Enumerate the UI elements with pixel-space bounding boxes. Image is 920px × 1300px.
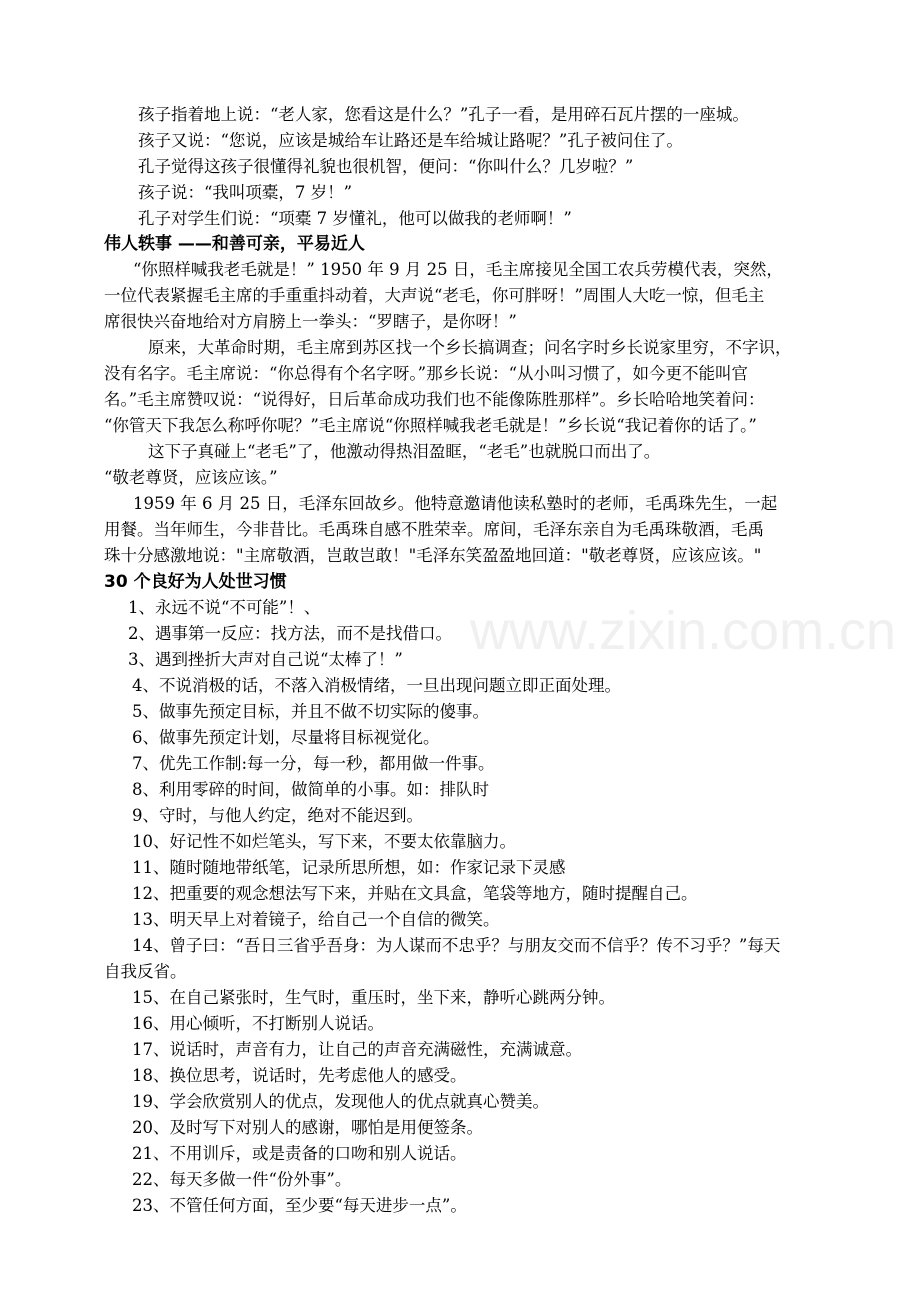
paragraph-line: 孩子又说：“您说，应该是城给车让路还是车给城让路呢？”孔子被问住了。 bbox=[138, 131, 683, 150]
paragraph-line: 孔子对学生们说：“项橐 7 岁懂礼，他可以做我的老师啊！” bbox=[138, 209, 572, 228]
paragraph-line: “敬老尊贤，应该应该。” bbox=[104, 468, 278, 487]
list-item: 21、不用训斥，或是责备的口吻和别人说话。 bbox=[132, 1144, 467, 1163]
list-item: 1、永远不说“不可能”！、 bbox=[128, 598, 321, 617]
paragraph-line: 珠十分感激地说："主席敬酒，岂敢岂敢！"毛泽东笑盈盈地回道："敬老尊贤，应该应该。" bbox=[104, 546, 762, 565]
list-item: 23、不管任何方面，至少要“每天进步一点”。 bbox=[132, 1196, 467, 1215]
list-item: 5、做事先预定目标，并且不做不切实际的傻事。 bbox=[132, 702, 489, 721]
list-item: 6、做事先预定计划，尽量将目标视觉化。 bbox=[132, 728, 440, 747]
list-item: 22、每天多做一件“份外事”。 bbox=[132, 1170, 352, 1189]
list-item: 12、把重要的观念想法写下来，并贴在文具盒，笔袋等地方，随时提醒自己。 bbox=[132, 884, 698, 903]
paragraph-line: 用餐。当年师生，今非昔比。毛禹珠自感不胜荣幸。席间，毛泽东亲自为毛禹珠敬酒，毛禹 bbox=[104, 520, 764, 539]
section-heading: 伟人轶事 ——和善可亲，平易近人 bbox=[104, 234, 365, 254]
list-item: 17、说话时，声音有力，让自己的声音充满磁性，充满诚意。 bbox=[132, 1040, 582, 1059]
list-item: 4、不说消极的话，不落入消极情绪，一旦出现问题立即正面处理。 bbox=[132, 676, 621, 695]
paragraph-line: 名。”毛主席赞叹说：“说得好，日后革命成功我们也不能像陈胜那样”。乡长哈哈地笑着问： bbox=[104, 390, 765, 409]
paragraph-line: 孔子觉得这孩子很懂得礼貌也很机智，便问：“你叫什么？几岁啦？” bbox=[138, 157, 634, 176]
paragraph-line: 原来，大革命时期，毛主席到苏区找一个乡长搞调查；问名字时乡长说家里穷，不字识， bbox=[148, 338, 792, 357]
list-item-continuation: 自我反省。 bbox=[104, 962, 187, 981]
list-item: 19、学会欣赏别人的优点，发现他人的优点就真心赞美。 bbox=[132, 1092, 549, 1111]
list-item: 16、用心倾听，不打断别人说话。 bbox=[132, 1014, 384, 1033]
list-item: 9、守时，与他人约定，绝对不能迟到。 bbox=[132, 806, 423, 825]
list-item: 18、换位思考，说话时，先考虑他人的感受。 bbox=[132, 1066, 467, 1085]
list-item: 20、及时写下对别人的感谢，哪怕是用便签条。 bbox=[132, 1118, 483, 1137]
list-item: 8、利用零碎的时间，做简单的小事。如：排队时 bbox=[132, 780, 489, 799]
list-item: 14、曾子曰：“吾日三省乎吾身：为人谋而不忠乎？与朋友交而不信乎？传不习乎？”每天 bbox=[132, 936, 781, 955]
paragraph-line: 孩子指着地上说：“老人家，您看这是什么？”孔子一看，是用碎石瓦片摆的一座城。 bbox=[138, 105, 749, 124]
list-item: 3、遇到挫折大声对自己说“太棒了！” bbox=[128, 650, 403, 669]
paragraph-line: 一位代表紧握毛主席的手重重抖动着，大声说“老毛，你可胖呀！”周围人大吃一惊，但毛主 bbox=[104, 286, 765, 305]
paragraph-line: 孩子说：“我叫项橐，7 岁！” bbox=[138, 183, 353, 202]
paragraph-line: 没有名字。毛主席说：“你总得有个名字呀。”那乡长说：“从小叫习惯了，如今更不能叫官 bbox=[104, 364, 749, 383]
paragraph-line: “你照样喊我老毛就是！” 1950 年 9 月 25 日，毛主席接见全国工农兵劳模代表，突然， bbox=[133, 260, 783, 279]
paragraph-line: 这下子真碰上“老毛”了，他激动得热泪盈眶，“老毛”也就脱口而出了。 bbox=[148, 442, 661, 461]
paragraph-line: 席很快兴奋地给对方肩膀上一拳头：“罗瞎子，是你呀！” bbox=[104, 312, 517, 331]
watermark: www.zixin.com.cn bbox=[470, 601, 897, 661]
list-item: 10、好记性不如烂笔头，写下来，不要太依靠脑力。 bbox=[132, 832, 516, 851]
list-item: 2、遇事第一反应：找方法，而不是找借口。 bbox=[128, 624, 452, 643]
list-item: 15、在自己紧张时，生气时，重压时，坐下来，静听心跳两分钟。 bbox=[132, 988, 615, 1007]
list-item: 7、优先工作制:每一分，每一秒，都用做一件事。 bbox=[132, 754, 495, 773]
list-item: 13、明天早上对着镜子，给自己一个自信的微笑。 bbox=[132, 910, 500, 929]
section-heading: 30 个良好为人处世习惯 bbox=[104, 572, 287, 592]
paragraph-line: “你管天下我怎么称呼你呢？”毛主席说“你照样喊我老毛就是！”乡长说“我记着你的话了。” bbox=[104, 416, 757, 435]
paragraph-line: 1959 年 6 月 25 日，毛泽东回故乡。他特意邀请他读私塾时的老师，毛禹珠先生，一起 bbox=[133, 494, 778, 513]
list-item: 11、随时随地带纸笔，记录所思所想，如：作家记录下灵感 bbox=[132, 858, 566, 877]
